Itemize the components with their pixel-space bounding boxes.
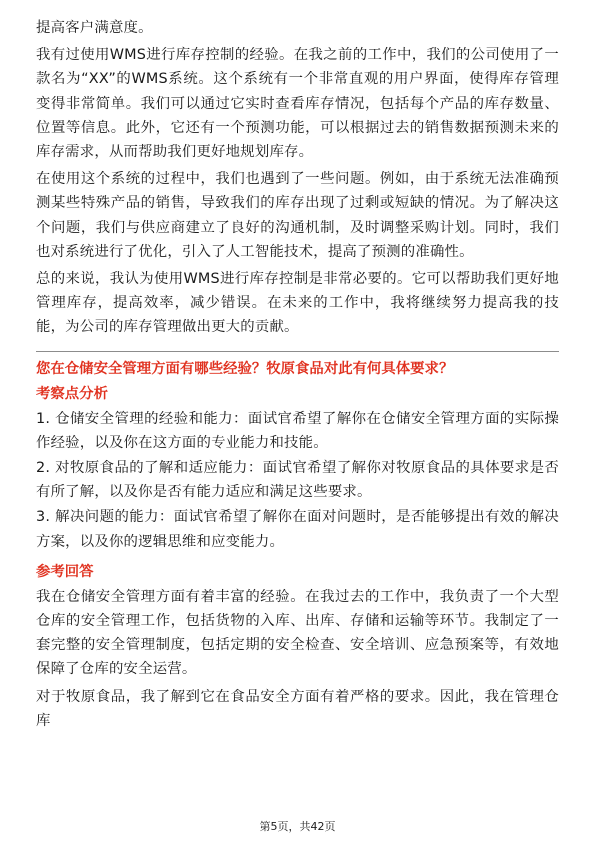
question-heading: 您在仓储安全管理方面有哪些经验？牧原食品对此有何具体要求？: [36, 360, 454, 377]
paragraph: 总的来说，我认为使用WMS进行库存控制是非常必要的。它可以帮助我们更好地管理库存，提高效率，减少错误。在未来的工作中，我将继续努力提高我的技能，为公司的库存管理做出更大的贡献。: [36, 271, 559, 336]
analysis-item: 1. 仓储安全管理的经验和能力：面试官希望了解你在仓储安全管理方面的实际操作经验，以及你在这方面的专业能力和技能。: [36, 410, 559, 451]
analysis-item: 2. 对牧原食品的了解和适应能力：面试官希望了解你对牧原食品的具体要求是否有所了解，以及你是否有能力适应和满足这些要求。: [36, 460, 559, 501]
answer-heading: 参考回答: [36, 563, 94, 580]
section-divider: [36, 351, 559, 352]
analysis-item: 3. 解决问题的能力：面试官希望了解你在面对问题时，是否能够提出有效的解决方案，以及你的逻辑思维和应变能力。: [36, 509, 559, 550]
page-footer: 第5页，共42页: [259, 820, 336, 833]
paragraph: 我有过使用WMS进行库存控制的经验。在我之前的工作中，我们的公司使用了一款名为“XX”的WMS系统。这个系统有一个非常直观的用户界面，使得库存管理变得非常简单。我们可以通过它实时查看库存情况，包括每个产品的库存数量、位置等信息。此外，它还有一个预测功能，可以根据过去的销售数据预测未来的库存需求，从而帮助我们更好地规划库存。: [36, 47, 559, 161]
analysis-heading: 考察点分析: [36, 385, 108, 402]
answer-paragraph: 对于牧原食品，我了解到它在食品安全方面有着严格的要求。因此，我在管理仓库: [36, 688, 559, 729]
document-page: [36, 16, 559, 736]
paragraph: 在使用这个系统的过程中，我们也遇到了一些问题。例如，由于系统无法准确预测某些特殊产品的销售，导致我们的库存出现了过剩或短缺的情况。为了解决这个问题，我们与供应商建立了良好的沟通机制，及时调整采购计划。同时，我们也对系统进行了优化，引入了人工智能技术，提高了预测的准确性。: [36, 171, 559, 260]
paragraph: 提高客户满意度。: [36, 20, 153, 36]
answer-paragraph: 我在仓储安全管理方面有着丰富的经验。在我过去的工作中，我负责了一个大型仓库的安全管理工作，包括货物的入库、出库、存储和运输等环节。我制定了一套完整的安全管理制度，包括定期的安全检查、安全培训、应急预案等，有效地保障了仓库的安全运营。: [36, 588, 559, 678]
